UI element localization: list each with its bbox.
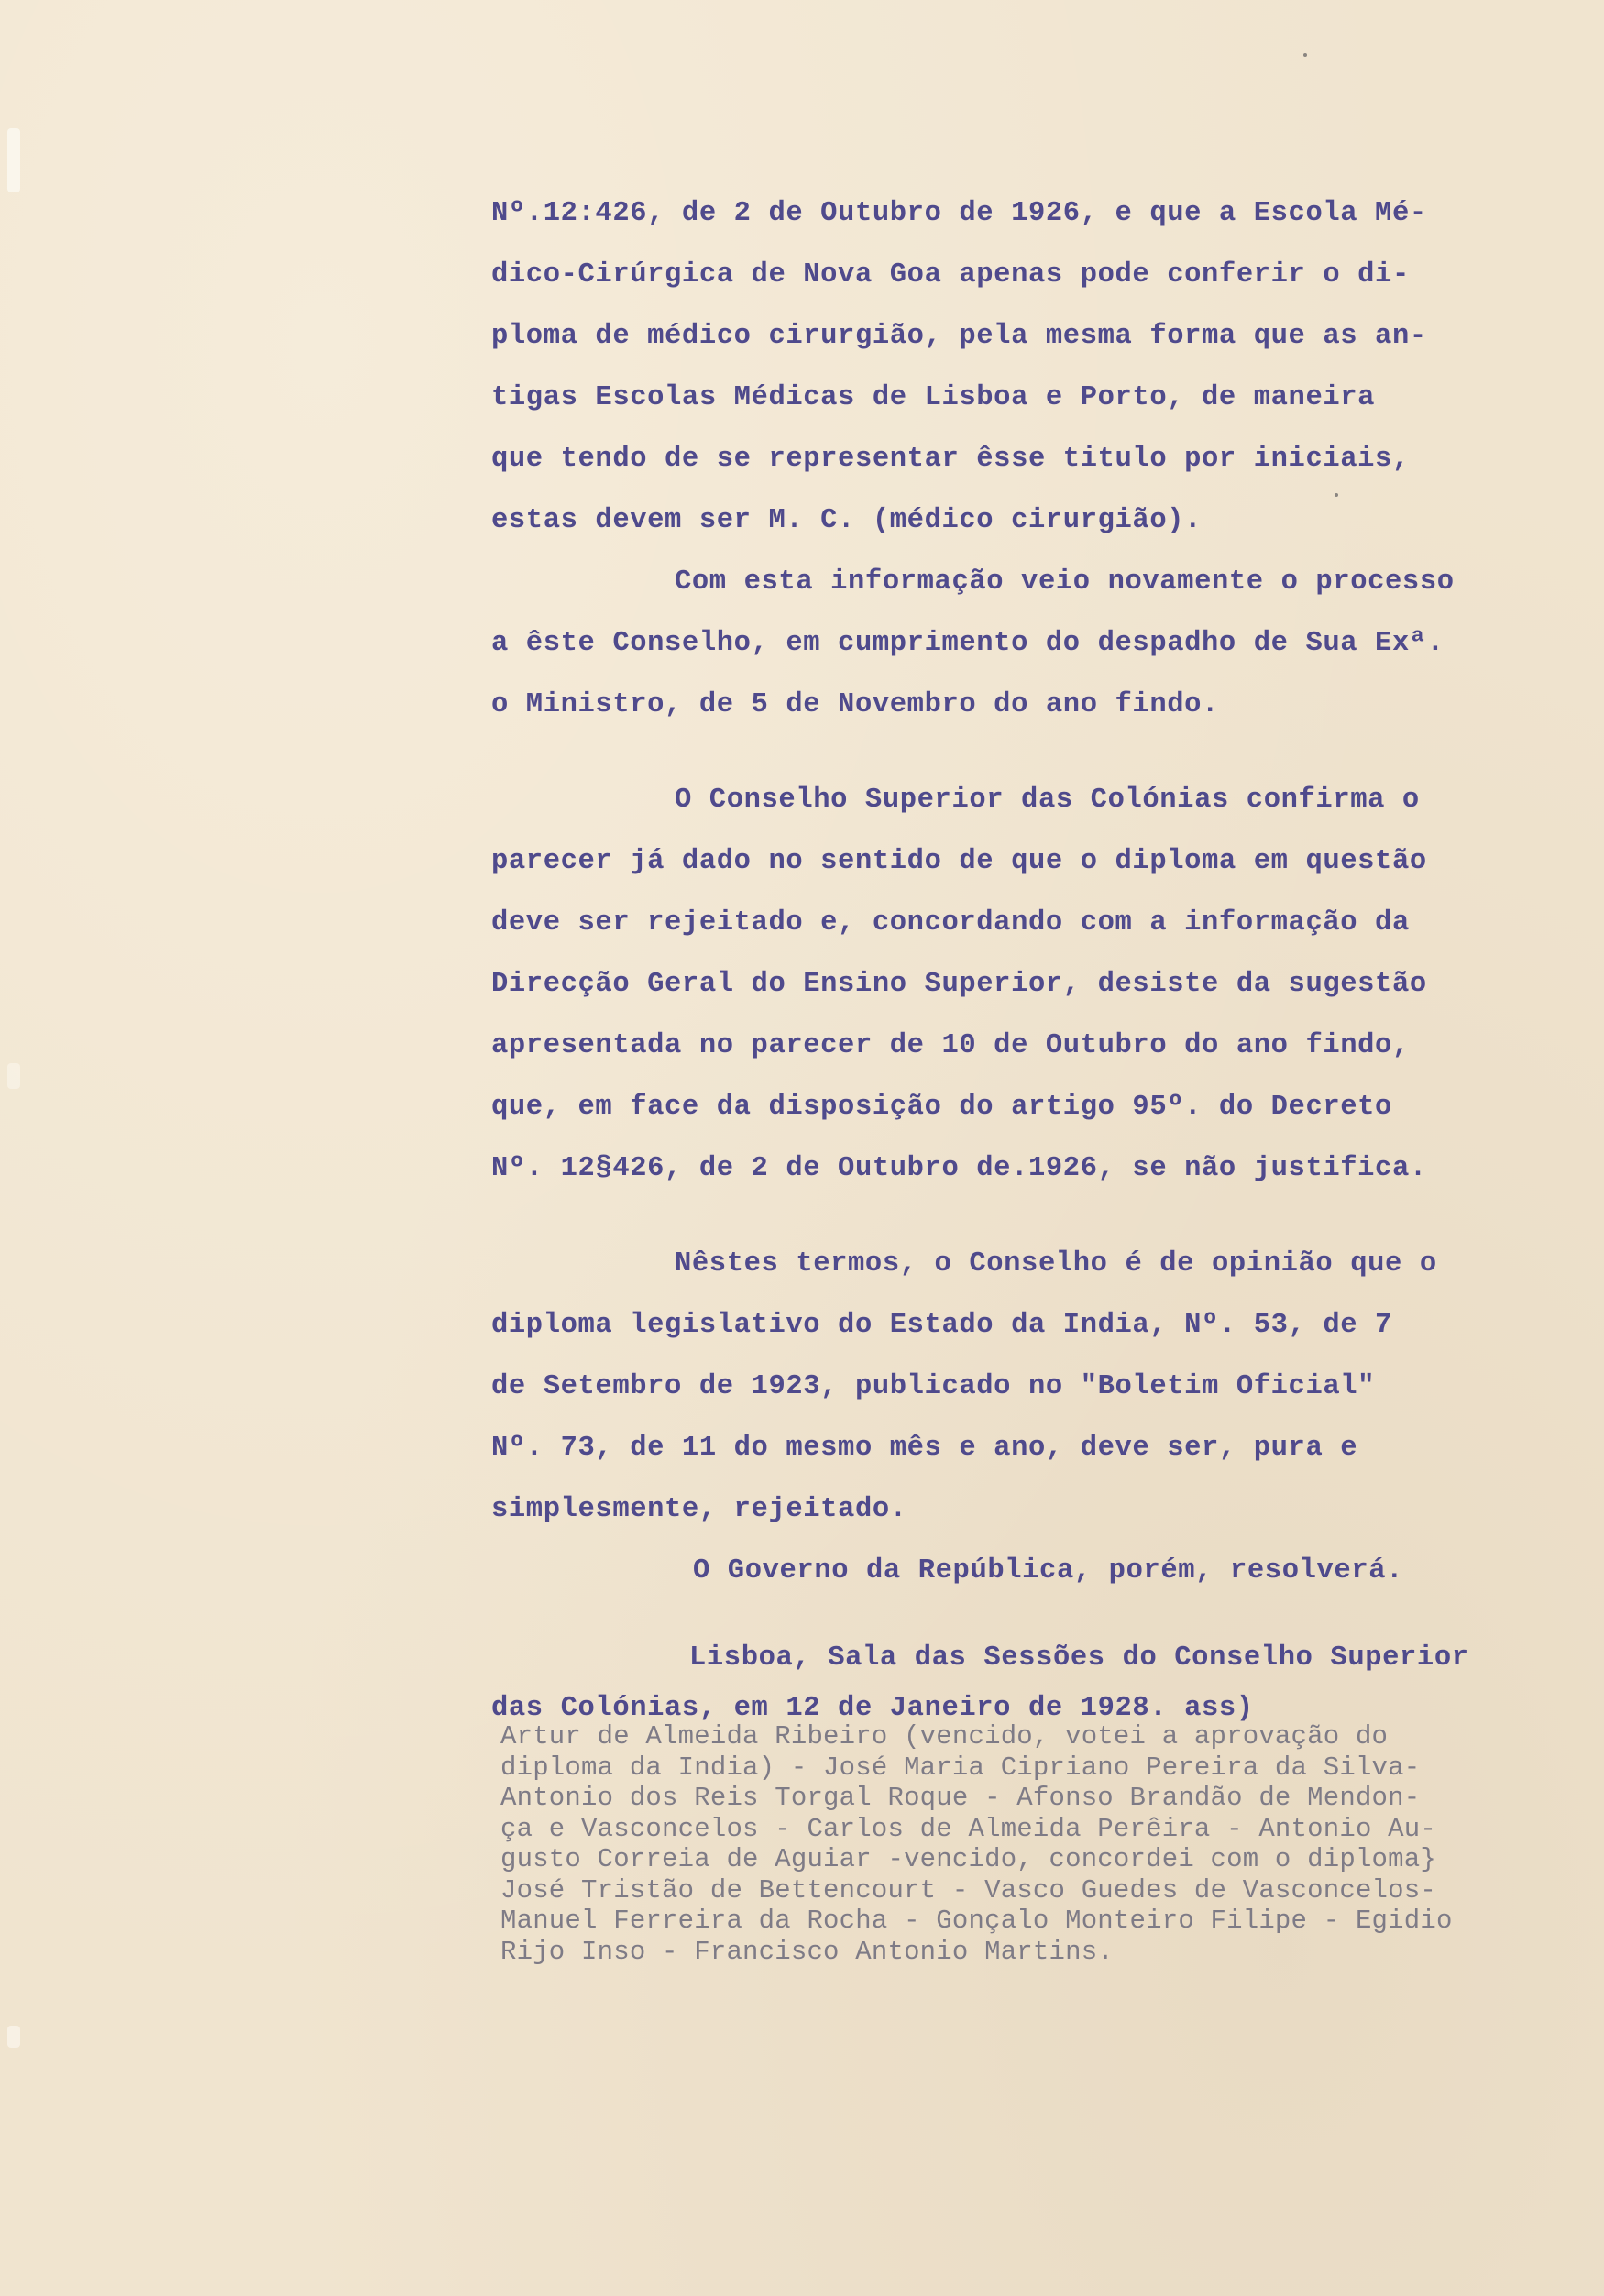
text-line: estas devem ser M. C. (médico cirurgião). bbox=[491, 505, 1203, 536]
signatures-block bbox=[500, 1721, 1564, 1967]
closing-line: O Governo da República, porém, resolverá. bbox=[693, 1555, 1404, 1587]
signature-line: José Tristão de Bettencourt - Vasco Guedes de Vasconcelos- bbox=[500, 1874, 1436, 1906]
text-line: parecer já dado no sentido de que o diploma em questão bbox=[491, 846, 1427, 877]
paragraph-2 bbox=[491, 552, 1500, 736]
text-line: Lisboa, Sala das Sessões do Conselho Superior bbox=[689, 1642, 1469, 1674]
place-date bbox=[491, 1628, 1500, 1728]
paper-speck bbox=[1303, 53, 1307, 57]
paper-edge-mark bbox=[7, 128, 20, 192]
paper-edge-mark bbox=[7, 2026, 20, 2048]
signature-line: ça e Vasconcelos - Carlos de Almeida Perêira - Antonio Au- bbox=[500, 1813, 1436, 1844]
text-line: Direcção Geral do Ensino Superior, desiste da sugestão bbox=[491, 969, 1427, 1000]
text-line: O Conselho Superior das Colónias confirma o bbox=[675, 785, 1420, 816]
text-line: Nêstes termos, o Conselho é de opinião que o bbox=[675, 1248, 1437, 1280]
text-line: dico-Cirúrgica de Nova Goa apenas pode conferir o di- bbox=[491, 259, 1410, 291]
paragraph-4 bbox=[491, 1234, 1500, 1541]
text-line: Nº. 73, de 11 do mesmo mês e ano, deve ser, pura e bbox=[491, 1433, 1358, 1464]
paragraph-gap bbox=[491, 1602, 1500, 1628]
text-line: Nº. 12§426, de 2 de Outubro de.1926, se não justifica. bbox=[491, 1153, 1427, 1184]
text-line: apresentada no parecer de 10 de Outubro do ano findo, bbox=[491, 1030, 1410, 1061]
text-line: que, em face da disposição do artigo 95º. do Decreto bbox=[491, 1092, 1392, 1123]
signature-line: Manuel Ferreira da Rocha - Gonçalo Monteiro Filipe - Egidio bbox=[500, 1906, 1453, 1936]
text-line: diploma legislativo do Estado da India, Nº. 53, de 7 bbox=[491, 1310, 1392, 1341]
paragraph-gap bbox=[491, 736, 1500, 770]
signature-line: Artur de Almeida Ribeiro (vencido, votei a aprovação do bbox=[500, 1721, 1389, 1752]
text-line: deve ser rejeitado e, concordando com a informação da bbox=[491, 907, 1410, 939]
text-line: o Ministro, de 5 de Novembro do ano findo. bbox=[491, 689, 1219, 720]
signature-line: Antonio dos Reis Torgal Roque - Afonso Brandão de Mendon- bbox=[500, 1783, 1421, 1813]
paragraph-3 bbox=[491, 770, 1500, 1200]
text-line: de Setembro de 1923, publicado no "Boletim Oficial" bbox=[491, 1371, 1376, 1402]
paragraph-1 bbox=[491, 183, 1500, 552]
text-line: das Colónias, em 12 de Janeiro de 1928. ass) bbox=[491, 1693, 1254, 1724]
signature-line: Rijo Inso - Francisco Antonio Martins. bbox=[500, 1936, 1114, 1967]
text-line: ploma de médico cirurgião, pela mesma forma que as an- bbox=[491, 321, 1427, 352]
text-line: que tendo de se representar êsse titulo por iniciais, bbox=[491, 444, 1410, 475]
signature-line: gusto Correia de Aguiar -vencido, concordei com o diploma} bbox=[500, 1844, 1436, 1874]
text-line: simplesmente, rejeitado. bbox=[491, 1494, 907, 1525]
text-line: a êste Conselho, em cumprimento do despadho de Sua Exª. bbox=[491, 628, 1445, 659]
signature-line: diploma da India) - José Maria Cipriano Pereira da Silva- bbox=[500, 1752, 1421, 1783]
text-line: Nº.12:426, de 2 de Outubro de 1926, e que a Escola Mé- bbox=[491, 198, 1427, 229]
typewritten-body bbox=[491, 183, 1500, 1728]
text-line: tigas Escolas Médicas de Lisboa e Porto, de maneira bbox=[491, 382, 1376, 413]
text-line: Com esta informação veio novamente o processo bbox=[675, 566, 1455, 598]
paragraph-gap bbox=[491, 1200, 1500, 1234]
paper-edge-mark bbox=[7, 1063, 20, 1089]
